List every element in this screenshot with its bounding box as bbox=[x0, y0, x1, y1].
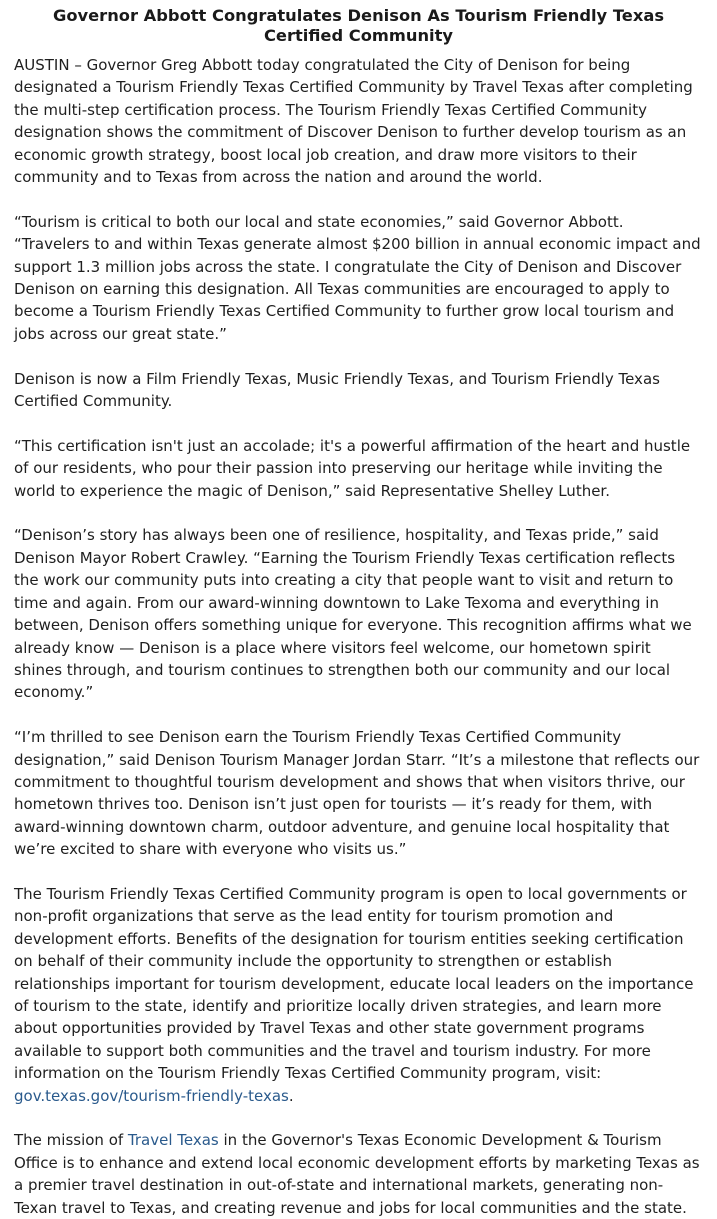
tourism-friendly-texas-link[interactable]: gov.texas.gov/tourism-friendly-texas bbox=[14, 1086, 289, 1105]
paragraph-governor-quote: “Tourism is critical to both our local and state economies,” said Governor Abbott. “Travelers to and within Texas generate almost $200 billion in annual economic impact and support 1.3 million jobs across the state. I congratulate the City of Denison and Discover Denison on earning this designation. All Texas communities are encouraged to apply to become a Tourism Friendly Texas Certified Community to further grow local tourism and jobs across our great state.” bbox=[14, 212, 701, 343]
mission-rest: in the Governor's Texas Economic Development & Tourism Office is to enhance and extend local economic development efforts by marketing Texas as a premier travel destination in out-of-state and international markets, generating non-Texan travel to Texas, and creating revenue and jobs for local communities and the state. bbox=[14, 1131, 700, 1217]
paragraph-mission bbox=[14, 1129, 703, 1219]
paragraph-mayor-quote: “Denison’s story has always been one of resilience, hospitality, and Texas pride,” said Denison Mayor Robert Crawley. “Earning the Tourism Friendly Texas certification reflects the work our community puts into creating a city that people want to visit and return to time and again. From our award-winning downtown to Lake Texoma and everything in between, Denison offers something unique for everyone. This recognition affirms what we already know — Denison is a place where visitors feel welcome, our hometown spirit shines through, and tourism continues to strengthen both our community and our local economy.” bbox=[14, 526, 692, 702]
paragraph-certifications: Denison is now a Film Friendly Texas, Music Friendly Texas, and Tourism Friendly Texas Certified Community. bbox=[14, 369, 660, 411]
travel-texas-link[interactable]: Travel Texas bbox=[127, 1131, 219, 1150]
headline: Governor Abbott Congratulates Denison As Tourism Friendly Texas Certified Community bbox=[52, 6, 665, 45]
program-info-text: The Tourism Friendly Texas Certified Community program is open to local governments or non-profit organizations that serve as the lead entity for tourism promotion and development efforts. Benefits of the designation for tourism entities seeking certification on behalf of their community include the opportunity to strengthen or establish relationships important for tourism development, educate local leaders on the importance of tourism to the state, identify and prioritize locally driven strategies, and learn more about opportunities provided by Travel Texas and other state government programs available to support both communities and the travel and tourism industry. For more information on the Tourism Friendly Texas Certified Community program, visit: bbox=[14, 884, 694, 1083]
paragraph-program-info bbox=[14, 883, 703, 1107]
paragraph-intro: AUSTIN – Governor Greg Abbott today congratulated the City of Denison for being designated a Tourism Friendly Texas Certified Community by Travel Texas after completing the multi-step certification process. The Tourism Friendly Texas Certified Community designation shows the commitment of Discover Denison to further develop tourism as an economic growth strategy, boost local job creation, and draw more visitors to their community and to Texas from across the nation and around the world. bbox=[14, 56, 693, 187]
paragraph-tourism-manager-quote: “I’m thrilled to see Denison earn the Tourism Friendly Texas Certified Community designation,” said Denison Tourism Manager Jordan Starr. “It’s a milestone that reflects our commitment to thoughtful tourism development and shows that when visitors thrive, our hometown thrives too. Denison isn’t just open for tourists — it’s ready for them, with award-winning downtown charm, outdoor adventure, and genuine local hospitality that we’re excited to share with everyone who visits us.” bbox=[14, 728, 700, 859]
mission-start: The mission of bbox=[14, 1131, 128, 1150]
paragraph-representative-quote: “This certification isn't just an accolade; it's a powerful affirmation of the heart and hustle of our residents, who pour their passion into preserving our heritage while inviting the world to experience the magic of Denison,” said Representative Shelley Luther. bbox=[14, 436, 691, 500]
program-info-end: . bbox=[288, 1086, 294, 1105]
